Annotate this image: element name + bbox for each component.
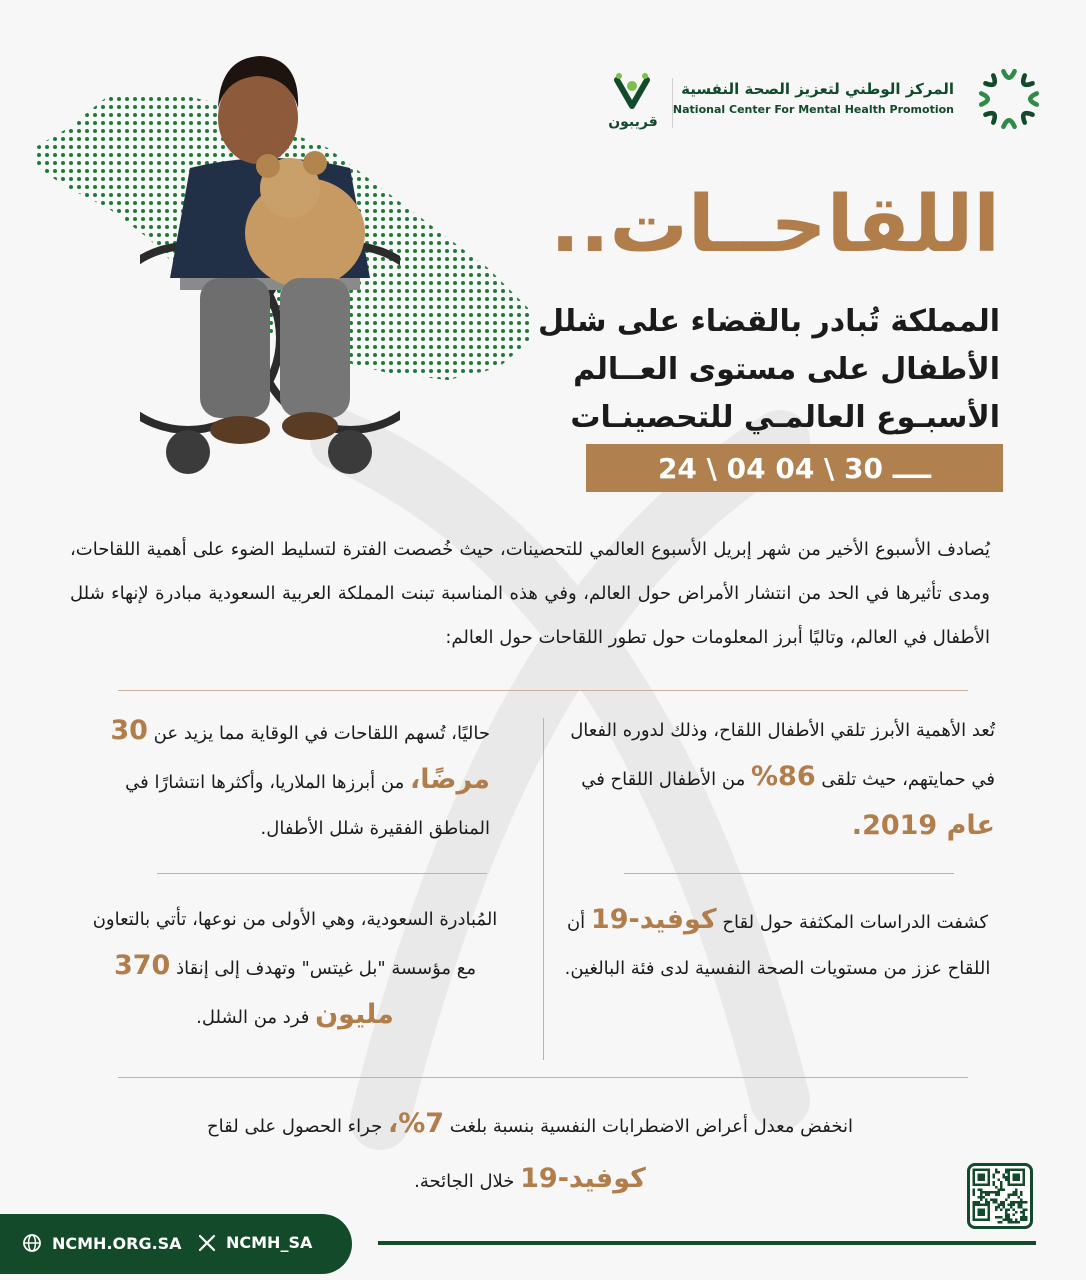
qr-module bbox=[1020, 1194, 1023, 1197]
x-handle-label: NCMH_SA bbox=[226, 1233, 313, 1252]
qr-module bbox=[1015, 1219, 1018, 1222]
qr-module bbox=[1005, 1199, 1008, 1202]
qr-module bbox=[975, 1201, 978, 1204]
fact-children-vaccinated: تُعد الأهمية الأبرز تلقي الأطفال اللقاح، وذلك لدوره الفعال في حمايتهم، حيث تلقى 86% من الأطفال اللقاح في عام 2019. bbox=[570, 720, 995, 841]
org-name-english: National Center For Mental Health Promotion bbox=[672, 103, 954, 116]
logo-petal bbox=[1020, 75, 1032, 87]
qr-module bbox=[1018, 1204, 1021, 1207]
qr-module bbox=[998, 1171, 1001, 1174]
qr-module bbox=[1025, 1201, 1028, 1204]
qr-module bbox=[1020, 1219, 1023, 1222]
divider-right-middle bbox=[624, 873, 954, 874]
qr-module bbox=[985, 1191, 988, 1194]
stat-370-million: 370 مليون bbox=[113, 950, 394, 1030]
qr-module bbox=[1020, 1201, 1023, 1204]
qareeboon-logo bbox=[609, 72, 655, 112]
qr-module bbox=[1008, 1214, 1011, 1217]
logo-petal bbox=[985, 75, 997, 87]
qr-module bbox=[1020, 1211, 1023, 1214]
qr-module bbox=[1008, 1204, 1011, 1207]
qr-module bbox=[1025, 1216, 1028, 1219]
qr-module bbox=[995, 1171, 998, 1174]
stat-86-percent: 86% bbox=[750, 761, 816, 792]
qr-module bbox=[1013, 1221, 1016, 1224]
stat-30-diseases: 30 مرضًا، bbox=[110, 715, 490, 795]
qr-module bbox=[1020, 1216, 1023, 1219]
qr-module bbox=[1015, 1194, 1018, 1197]
qr-module bbox=[1013, 1201, 1016, 1204]
qr-module bbox=[995, 1199, 998, 1202]
fact-covid-mental-health: كشفت الدراسات المكثفة حول لقاح كوفيد-19 أن اللقاح عزز من مستويات الصحة النفسية لدى فئة البالغين. bbox=[564, 904, 991, 979]
qr-module bbox=[998, 1191, 1001, 1194]
qr-module bbox=[993, 1201, 996, 1204]
divider-left-middle bbox=[157, 873, 487, 874]
qr-module bbox=[1005, 1219, 1008, 1222]
qr-module bbox=[1015, 1201, 1018, 1204]
qr-module bbox=[1005, 1214, 1008, 1217]
qr-module bbox=[980, 1199, 983, 1202]
qr-module bbox=[980, 1196, 983, 1199]
qr-module bbox=[995, 1194, 998, 1197]
qr-module bbox=[1003, 1174, 1006, 1177]
divider-top bbox=[118, 690, 968, 691]
qr-module bbox=[1020, 1199, 1023, 1202]
qr-module bbox=[1013, 1204, 1016, 1207]
qr-module bbox=[993, 1184, 996, 1187]
closing-statement: انخفض معدل أعراض الاضطرابات النفسية بنسبة بلغت 7%، جراء الحصول على لقاح كوفيد-19 خلال الجائحة. bbox=[207, 1108, 853, 1194]
qr-module bbox=[1000, 1204, 1003, 1207]
qr-module bbox=[1010, 1206, 1013, 1209]
qr-module bbox=[1003, 1206, 1006, 1209]
date-banner: 24 \ 04 ــــ 30 \ 04 bbox=[586, 444, 1003, 492]
qr-module bbox=[983, 1191, 986, 1194]
qr-module bbox=[973, 1191, 976, 1194]
stat-covid19-closing: كوفيد-19 bbox=[520, 1163, 646, 1194]
qr-module bbox=[1003, 1189, 1006, 1192]
qr-module bbox=[1003, 1176, 1006, 1179]
qr-module bbox=[1015, 1191, 1018, 1194]
qr-module bbox=[1000, 1209, 1003, 1212]
qr-module bbox=[1000, 1201, 1003, 1204]
subtitle-line: المملكة تُبادر بالقضاء على شلل bbox=[537, 304, 1000, 339]
qr-module bbox=[995, 1209, 998, 1212]
qr-module bbox=[1013, 1194, 1016, 1197]
qr-module bbox=[973, 1201, 976, 1204]
qr-module bbox=[995, 1169, 998, 1172]
qr-finder bbox=[978, 1209, 986, 1217]
qr-module bbox=[1010, 1221, 1013, 1224]
qr-module bbox=[1010, 1219, 1013, 1222]
qr-module bbox=[1020, 1204, 1023, 1207]
qr-module bbox=[980, 1194, 983, 1197]
qr-module bbox=[978, 1189, 981, 1192]
qr-module bbox=[1005, 1216, 1008, 1219]
qr-module bbox=[1000, 1186, 1003, 1189]
qr-module bbox=[1023, 1219, 1026, 1222]
qr-module bbox=[993, 1181, 996, 1184]
child-wheelchair-photo bbox=[140, 38, 400, 490]
qr-module bbox=[980, 1191, 983, 1194]
qr-module bbox=[1008, 1209, 1011, 1212]
qr-module bbox=[1000, 1181, 1003, 1184]
qr-module bbox=[995, 1206, 998, 1209]
qr-module bbox=[1010, 1194, 1013, 1197]
qr-module bbox=[1023, 1216, 1026, 1219]
qr-module bbox=[1000, 1216, 1003, 1219]
logo-petal bbox=[1020, 110, 1032, 122]
qr-module bbox=[980, 1189, 983, 1192]
qr-module bbox=[998, 1189, 1001, 1192]
qr-module bbox=[995, 1186, 998, 1189]
logo-petal bbox=[981, 93, 987, 104]
qr-module bbox=[1008, 1196, 1011, 1199]
qr-module bbox=[990, 1199, 993, 1202]
stat-7-percent: 7%، bbox=[387, 1108, 445, 1139]
qr-code[interactable] bbox=[967, 1163, 1033, 1229]
qr-module bbox=[998, 1206, 1001, 1209]
qr-module bbox=[1003, 1204, 1006, 1207]
subtitle-line: الأسبـوع العالمـي للتحصينـات bbox=[570, 400, 1000, 435]
qr-module bbox=[1000, 1189, 1003, 1192]
fact-saudi-initiative: المُبادرة السعودية، وهي الأولى من نوعها، تأتي بالتعاون مع مؤسسة "بل غيتس" وتهدف إلى إنقاذ 370 مليون فرد من الشلل. bbox=[92, 909, 498, 1030]
qr-module bbox=[988, 1201, 991, 1204]
logo-divider bbox=[672, 78, 673, 128]
qr-module bbox=[1005, 1176, 1008, 1179]
globe-icon bbox=[22, 1233, 42, 1253]
qr-finder bbox=[978, 1174, 986, 1182]
website-label: NCMH.ORG.SA bbox=[52, 1233, 182, 1253]
qr-module bbox=[993, 1174, 996, 1177]
qr-module bbox=[990, 1191, 993, 1194]
qr-module bbox=[1020, 1191, 1023, 1194]
qr-module bbox=[995, 1216, 998, 1219]
divider-vertical bbox=[543, 718, 544, 1060]
stat-covid19: كوفيد-19 bbox=[590, 904, 717, 935]
qr-module bbox=[995, 1191, 998, 1194]
qr-module bbox=[993, 1176, 996, 1179]
qr-module bbox=[1005, 1169, 1008, 1172]
subtitle bbox=[530, 298, 1000, 442]
footer-website-link[interactable] bbox=[22, 1233, 182, 1253]
qr-module bbox=[973, 1194, 976, 1197]
qr-module bbox=[1003, 1201, 1006, 1204]
qr-module bbox=[1010, 1201, 1013, 1204]
qr-module bbox=[1018, 1221, 1021, 1224]
qr-module bbox=[1025, 1219, 1028, 1222]
qr-module bbox=[1023, 1214, 1026, 1217]
qr-module bbox=[978, 1201, 981, 1204]
qr-module bbox=[1013, 1191, 1016, 1194]
qr-module bbox=[1020, 1206, 1023, 1209]
qr-module bbox=[1008, 1219, 1011, 1222]
qr-module bbox=[1015, 1189, 1018, 1192]
qr-module bbox=[985, 1194, 988, 1197]
qareeboon-label: قريبون bbox=[608, 114, 658, 130]
qr-module bbox=[985, 1201, 988, 1204]
qr-module bbox=[1008, 1221, 1011, 1224]
footer-x-link[interactable] bbox=[198, 1233, 312, 1252]
logo-petal bbox=[985, 110, 997, 122]
qr-module bbox=[1013, 1214, 1016, 1217]
logo-petal bbox=[1003, 71, 1014, 77]
qr-module bbox=[1015, 1211, 1018, 1214]
fact-30-diseases: حاليًا، تُسهم اللقاحات في الوقاية مما يزيد عن 30 مرضًا، من أبرزها الملاريا، وأكثرها انتشارًا في المناطق الفقيرة شلل الأطفال. bbox=[110, 715, 490, 839]
main-title: اللقاحــات.. bbox=[550, 180, 1000, 270]
intro-paragraph: يُصادف الأسبوع الأخير من شهر إبريل الأسبوع العالمي للتحصينات، حيث خُصصت الفترة لتسليط الضوء على أهمية اللقاحات، ومدى تأثيرها في الحد من انتشار الأمراض حول العالم، وفي هذه المناسبة تبنت المملكة العربية السعودية مبادرة لإنهاء شلل الأطفال في العالم، وتاليًا أبرز المعلومات حول تطور اللقاحات حول العالم: bbox=[70, 539, 990, 648]
qr-module bbox=[1025, 1209, 1028, 1212]
qr-module bbox=[1023, 1211, 1026, 1214]
logo-petal bbox=[1003, 120, 1014, 126]
qr-module bbox=[978, 1196, 981, 1199]
qr-module bbox=[983, 1196, 986, 1199]
footer-line bbox=[378, 1241, 1036, 1245]
qr-module bbox=[1010, 1204, 1013, 1207]
qr-module bbox=[973, 1189, 976, 1192]
qr-module bbox=[1015, 1221, 1018, 1224]
qr-module bbox=[1003, 1219, 1006, 1222]
qr-module bbox=[1018, 1206, 1021, 1209]
qr-finder bbox=[1013, 1174, 1021, 1182]
qr-module bbox=[995, 1201, 998, 1204]
divider-bottom bbox=[118, 1077, 968, 1078]
qr-module bbox=[1005, 1211, 1008, 1214]
qr-module bbox=[1023, 1201, 1026, 1204]
qr-module bbox=[1005, 1179, 1008, 1182]
qr-module bbox=[1005, 1209, 1008, 1212]
qr-module bbox=[1018, 1201, 1021, 1204]
qr-module bbox=[998, 1194, 1001, 1197]
qr-module bbox=[1008, 1194, 1011, 1197]
qr-module bbox=[998, 1221, 1001, 1224]
subtitle-line: الأطفال على مستوى العــالم bbox=[573, 352, 1000, 387]
qr-module bbox=[998, 1216, 1001, 1219]
qr-module bbox=[985, 1199, 988, 1202]
qr-module bbox=[1000, 1221, 1003, 1224]
qr-module bbox=[1008, 1216, 1011, 1219]
qr-module bbox=[1005, 1171, 1008, 1174]
qr-module bbox=[1000, 1184, 1003, 1187]
qr-module bbox=[988, 1194, 991, 1197]
ncmh-star-logo bbox=[972, 62, 1046, 136]
stat-year-2019: عام 2019. bbox=[851, 810, 995, 841]
qr-module bbox=[993, 1191, 996, 1194]
org-name-arabic: المركز الوطني لتعزيز الصحة النفسية bbox=[681, 80, 954, 98]
qr-module bbox=[998, 1204, 1001, 1207]
qr-module bbox=[1023, 1209, 1026, 1212]
logo-petal bbox=[1030, 93, 1036, 104]
qr-module bbox=[1018, 1196, 1021, 1199]
qr-module bbox=[988, 1191, 991, 1194]
qr-module bbox=[1013, 1209, 1016, 1212]
qr-module bbox=[993, 1199, 996, 1202]
qr-module bbox=[998, 1179, 1001, 1182]
x-logo-icon bbox=[198, 1234, 216, 1252]
